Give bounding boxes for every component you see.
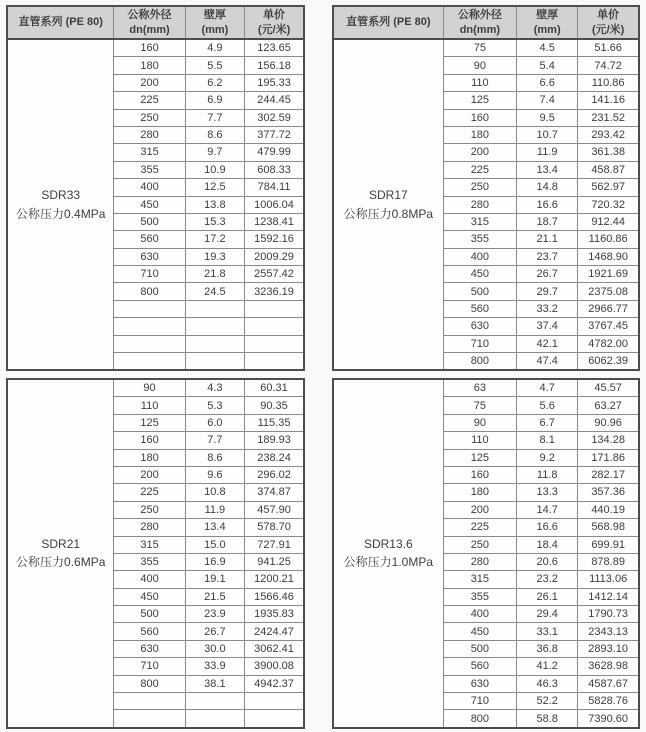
cell-wall: 33.1: [517, 623, 578, 640]
cell-price: 2375.08: [578, 283, 639, 300]
cell-price: 110.86: [578, 74, 639, 91]
cell-wall: 8.6: [185, 126, 244, 143]
cell-wall: 46.3: [517, 675, 578, 692]
cell-price: 156.18: [245, 57, 304, 74]
cell-wall: 6.6: [517, 74, 578, 91]
cell-dn: 710: [114, 658, 185, 675]
cell-price: 1592.16: [245, 231, 304, 248]
cell-wall: 12.5: [185, 179, 244, 196]
column-header-wall: 壁厚 (mm): [185, 6, 244, 39]
cell-wall: 13.4: [185, 519, 244, 536]
cell-wall: 17.2: [185, 231, 244, 248]
price-table-sdr13-6: [332, 378, 640, 729]
cell-dn: 250: [443, 179, 516, 196]
cell-wall: 16.9: [185, 553, 244, 570]
cell-wall: 6.9: [185, 92, 244, 109]
cell-price: 63.27: [578, 397, 639, 414]
series-name: SDR33: [41, 188, 81, 203]
cell-wall: 5.6: [517, 397, 578, 414]
price-table-sdr21: [6, 378, 305, 729]
cell-wall: 15.0: [185, 536, 244, 553]
cell-dn: 110: [114, 397, 185, 414]
cell-dn: 560: [443, 300, 516, 317]
cell-wall: 36.8: [517, 640, 578, 657]
cell-price: 1566.46: [245, 588, 304, 605]
empty-cell: [245, 693, 304, 710]
empty-cell: [245, 335, 304, 352]
empty-cell: [245, 710, 304, 728]
cell-dn: 180: [114, 57, 185, 74]
cell-dn: 355: [114, 161, 185, 178]
cell-wall: 29.7: [517, 283, 578, 300]
column-header-price: 单价 (元/米): [578, 6, 639, 39]
cell-dn: 560: [114, 231, 185, 248]
cell-dn: 160: [114, 39, 185, 57]
cell-wall: 19.3: [185, 248, 244, 265]
cell-dn: 250: [114, 109, 185, 126]
cell-price: 1935.83: [245, 606, 304, 623]
cell-price: 60.31: [245, 379, 304, 397]
cell-dn: 450: [114, 588, 185, 605]
cell-dn: 400: [114, 179, 185, 196]
cell-dn: 125: [114, 414, 185, 431]
cell-dn: 630: [443, 318, 516, 335]
cell-dn: 315: [114, 144, 185, 161]
cell-wall: 10.8: [185, 484, 244, 501]
cell-price: 2893.10: [578, 640, 639, 657]
cell-price: 1412.14: [578, 588, 639, 605]
column-header-series: 直管系列 (PE 80): [7, 6, 114, 39]
cell-dn: 200: [443, 144, 516, 161]
cell-price: 941.25: [245, 553, 304, 570]
cell-dn: 800: [114, 675, 185, 692]
empty-cell: [185, 353, 244, 371]
column-header-wall: 壁厚 (mm): [517, 6, 578, 39]
cell-wall: 21.8: [185, 266, 244, 283]
cell-dn: 315: [443, 571, 516, 588]
cell-price: 440.19: [578, 501, 639, 518]
cell-dn: 200: [443, 501, 516, 518]
cell-dn: 180: [443, 484, 516, 501]
cell-price: 3062.41: [245, 640, 304, 657]
cell-price: 45.57: [578, 379, 639, 397]
cell-wall: 8.1: [517, 432, 578, 449]
cell-dn: 800: [443, 353, 516, 371]
cell-price: 720.32: [578, 196, 639, 213]
cell-price: 699.91: [578, 536, 639, 553]
cell-dn: 225: [443, 519, 516, 536]
cell-dn: 400: [443, 248, 516, 265]
table-row: [333, 39, 639, 57]
cell-wall: 20.6: [517, 553, 578, 570]
cell-price: 3628.98: [578, 658, 639, 675]
cell-dn: 90: [443, 57, 516, 74]
cell-wall: 23.9: [185, 606, 244, 623]
cell-dn: 560: [114, 623, 185, 640]
cell-price: 479.99: [245, 144, 304, 161]
cell-wall: 23.2: [517, 571, 578, 588]
cell-price: 302.59: [245, 109, 304, 126]
cell-wall: 14.7: [517, 501, 578, 518]
cell-wall: 11.9: [517, 144, 578, 161]
cell-wall: 21.5: [185, 588, 244, 605]
cell-wall: 18.7: [517, 213, 578, 230]
cell-dn: 225: [114, 484, 185, 501]
cell-wall: 52.2: [517, 693, 578, 710]
empty-cell: [185, 318, 244, 335]
cell-dn: 90: [114, 379, 185, 397]
cell-price: 134.28: [578, 432, 639, 449]
cell-dn: 710: [443, 693, 516, 710]
cell-dn: 800: [114, 283, 185, 300]
cell-price: 74.72: [578, 57, 639, 74]
pressure-rating: 公称压力0.4MPa: [16, 206, 106, 221]
cell-price: 578.70: [245, 519, 304, 536]
cell-price: 141.16: [578, 92, 639, 109]
cell-dn: 630: [114, 248, 185, 265]
cell-price: 1200.21: [245, 571, 304, 588]
cell-price: 2424.47: [245, 623, 304, 640]
cell-dn: 280: [114, 519, 185, 536]
series-label-cell: [333, 39, 443, 370]
cell-dn: 315: [443, 213, 516, 230]
cell-dn: 400: [443, 606, 516, 623]
cell-wall: 29.4: [517, 606, 578, 623]
pressure-rating: 公称压力0.8MPa: [343, 206, 433, 221]
cell-price: 7390.60: [578, 710, 639, 728]
column-header-dn: 公称外径 dn(mm): [443, 6, 516, 39]
cell-dn: 90: [443, 414, 516, 431]
cell-price: 293.42: [578, 126, 639, 143]
cell-price: 2557.42: [245, 266, 304, 283]
cell-dn: 800: [443, 710, 516, 728]
table-row: [333, 379, 639, 397]
cell-wall: 9.2: [517, 449, 578, 466]
series-name: SDR13.6: [363, 536, 413, 551]
price-table-sdr17: [332, 5, 640, 371]
cell-wall: 26.1: [517, 588, 578, 605]
cell-price: 374.87: [245, 484, 304, 501]
series-name: SDR17: [368, 188, 408, 203]
table-row: [7, 39, 304, 57]
cell-wall: 13.3: [517, 484, 578, 501]
cell-wall: 23.7: [517, 248, 578, 265]
empty-cell: [185, 335, 244, 352]
empty-cell: [185, 710, 244, 728]
cell-dn: 630: [114, 640, 185, 657]
cell-dn: 280: [114, 126, 185, 143]
cell-wall: 8.6: [185, 449, 244, 466]
empty-cell: [114, 710, 185, 728]
cell-dn: 280: [443, 553, 516, 570]
cell-price: 238.24: [245, 449, 304, 466]
empty-cell: [114, 335, 185, 352]
cell-wall: 9.7: [185, 144, 244, 161]
header-row: [333, 6, 639, 39]
cell-wall: 4.5: [517, 39, 578, 57]
cell-wall: 26.7: [185, 623, 244, 640]
cell-wall: 10.9: [185, 161, 244, 178]
cell-price: 1113.06: [578, 571, 639, 588]
cell-wall: 5.3: [185, 397, 244, 414]
cell-wall: 16.6: [517, 519, 578, 536]
cell-dn: 560: [443, 658, 516, 675]
empty-cell: [245, 353, 304, 371]
cell-price: 784.11: [245, 179, 304, 196]
cell-wall: 15.3: [185, 213, 244, 230]
cell-price: 1238.41: [245, 213, 304, 230]
cell-wall: 9.6: [185, 466, 244, 483]
cell-wall: 37.4: [517, 318, 578, 335]
pressure-rating: 公称压力1.0MPa: [343, 555, 433, 570]
cell-price: 115.35: [245, 414, 304, 431]
empty-cell: [114, 300, 185, 317]
cell-wall: 10.7: [517, 126, 578, 143]
column-header-dn: 公称外径 dn(mm): [114, 6, 185, 39]
cell-dn: 225: [443, 161, 516, 178]
cell-dn: 280: [443, 196, 516, 213]
cell-dn: 63: [443, 379, 516, 397]
cell-price: 727.91: [245, 536, 304, 553]
cell-dn: 125: [443, 92, 516, 109]
cell-dn: 450: [443, 266, 516, 283]
cell-dn: 500: [114, 213, 185, 230]
cell-wall: 9.5: [517, 109, 578, 126]
cell-dn: 450: [114, 196, 185, 213]
cell-wall: 5.4: [517, 57, 578, 74]
cell-dn: 160: [443, 109, 516, 126]
cell-wall: 11.8: [517, 466, 578, 483]
cell-wall: 5.5: [185, 57, 244, 74]
cell-dn: 450: [443, 623, 516, 640]
cell-price: 2966.77: [578, 300, 639, 317]
cell-wall: 6.0: [185, 414, 244, 431]
cell-price: 189.93: [245, 432, 304, 449]
cell-wall: 41.2: [517, 658, 578, 675]
cell-wall: 14.8: [517, 179, 578, 196]
cell-price: 377.72: [245, 126, 304, 143]
cell-dn: 500: [114, 606, 185, 623]
cell-wall: 21.1: [517, 231, 578, 248]
cell-price: 1160.86: [578, 231, 639, 248]
cell-wall: 13.8: [185, 196, 244, 213]
empty-cell: [185, 693, 244, 710]
price-table-sdr33: [6, 5, 305, 371]
cell-price: 1921.69: [578, 266, 639, 283]
cell-price: 1790.73: [578, 606, 639, 623]
cell-wall: 16.6: [517, 196, 578, 213]
header-row: [7, 6, 304, 39]
cell-dn: 180: [443, 126, 516, 143]
cell-wall: 38.1: [185, 675, 244, 692]
empty-cell: [114, 318, 185, 335]
cell-price: 878.89: [578, 553, 639, 570]
cell-wall: 33.2: [517, 300, 578, 317]
cell-dn: 160: [443, 466, 516, 483]
cell-price: 244.45: [245, 92, 304, 109]
cell-wall: 4.3: [185, 379, 244, 397]
cell-dn: 630: [443, 675, 516, 692]
cell-price: 282.17: [578, 466, 639, 483]
cell-price: 458.87: [578, 161, 639, 178]
cell-price: 6062.39: [578, 353, 639, 371]
cell-price: 361.38: [578, 144, 639, 161]
cell-price: 3767.45: [578, 318, 639, 335]
cell-price: 90.35: [245, 397, 304, 414]
cell-dn: 250: [443, 536, 516, 553]
cell-price: 231.52: [578, 109, 639, 126]
cell-wall: 11.9: [185, 501, 244, 518]
cell-wall: 26.7: [517, 266, 578, 283]
cell-price: 3900.08: [245, 658, 304, 675]
column-header-series: 直管系列 (PE 80): [333, 6, 443, 39]
cell-wall: 19.1: [185, 571, 244, 588]
cell-wall: 24.5: [185, 283, 244, 300]
cell-price: 90.96: [578, 414, 639, 431]
cell-dn: 225: [114, 92, 185, 109]
cell-dn: 160: [114, 432, 185, 449]
cell-price: 3236.19: [245, 283, 304, 300]
cell-price: 357.36: [578, 484, 639, 501]
cell-price: 171.86: [578, 449, 639, 466]
cell-dn: 355: [443, 588, 516, 605]
table-row: [7, 379, 304, 397]
cell-price: 4942.37: [245, 675, 304, 692]
cell-dn: 500: [443, 640, 516, 657]
cell-price: 123.65: [245, 39, 304, 57]
cell-price: 608.33: [245, 161, 304, 178]
series-label-cell: [7, 39, 114, 370]
cell-price: 1468.90: [578, 248, 639, 265]
cell-wall: 18.4: [517, 536, 578, 553]
cell-price: 1006.04: [245, 196, 304, 213]
cell-price: 2343.13: [578, 623, 639, 640]
cell-dn: 400: [114, 571, 185, 588]
cell-wall: 6.7: [517, 414, 578, 431]
cell-price: 296.02: [245, 466, 304, 483]
cell-dn: 110: [443, 432, 516, 449]
series-label-cell: [7, 379, 114, 728]
cell-dn: 125: [443, 449, 516, 466]
cell-dn: 110: [443, 74, 516, 91]
cell-dn: 710: [443, 335, 516, 352]
cell-price: 195.33: [245, 74, 304, 91]
pressure-rating: 公称压力0.6MPa: [16, 555, 106, 570]
cell-price: 562.97: [578, 179, 639, 196]
cell-wall: 58.8: [517, 710, 578, 728]
cell-dn: 315: [114, 536, 185, 553]
cell-price: 51.66: [578, 39, 639, 57]
cell-wall: 4.9: [185, 39, 244, 57]
empty-cell: [114, 693, 185, 710]
cell-dn: 355: [114, 553, 185, 570]
cell-dn: 710: [114, 266, 185, 283]
cell-price: 457.90: [245, 501, 304, 518]
cell-dn: 75: [443, 397, 516, 414]
cell-wall: 33.9: [185, 658, 244, 675]
cell-wall: 42.1: [517, 335, 578, 352]
empty-cell: [245, 318, 304, 335]
cell-price: 912.44: [578, 213, 639, 230]
empty-cell: [245, 300, 304, 317]
cell-dn: 355: [443, 231, 516, 248]
cell-wall: 7.7: [185, 109, 244, 126]
cell-wall: 7.4: [517, 92, 578, 109]
cell-price: 2009.29: [245, 248, 304, 265]
cell-wall: 47.4: [517, 353, 578, 371]
series-name: SDR21: [41, 536, 81, 551]
cell-wall: 30.0: [185, 640, 244, 657]
cell-dn: 200: [114, 466, 185, 483]
cell-dn: 250: [114, 501, 185, 518]
cell-price: 4782.00: [578, 335, 639, 352]
cell-price: 568.98: [578, 519, 639, 536]
cell-dn: 200: [114, 74, 185, 91]
cell-dn: 180: [114, 449, 185, 466]
cell-wall: 6.2: [185, 74, 244, 91]
empty-cell: [185, 300, 244, 317]
column-header-price: 单价 (元/米): [245, 6, 304, 39]
cell-price: 4587.67: [578, 675, 639, 692]
cell-dn: 75: [443, 39, 516, 57]
cell-dn: 500: [443, 283, 516, 300]
cell-wall: 13.4: [517, 161, 578, 178]
cell-wall: 7.7: [185, 432, 244, 449]
series-label-cell: [333, 379, 443, 728]
cell-price: 5828.76: [578, 693, 639, 710]
empty-cell: [114, 353, 185, 371]
cell-wall: 4.7: [517, 379, 578, 397]
